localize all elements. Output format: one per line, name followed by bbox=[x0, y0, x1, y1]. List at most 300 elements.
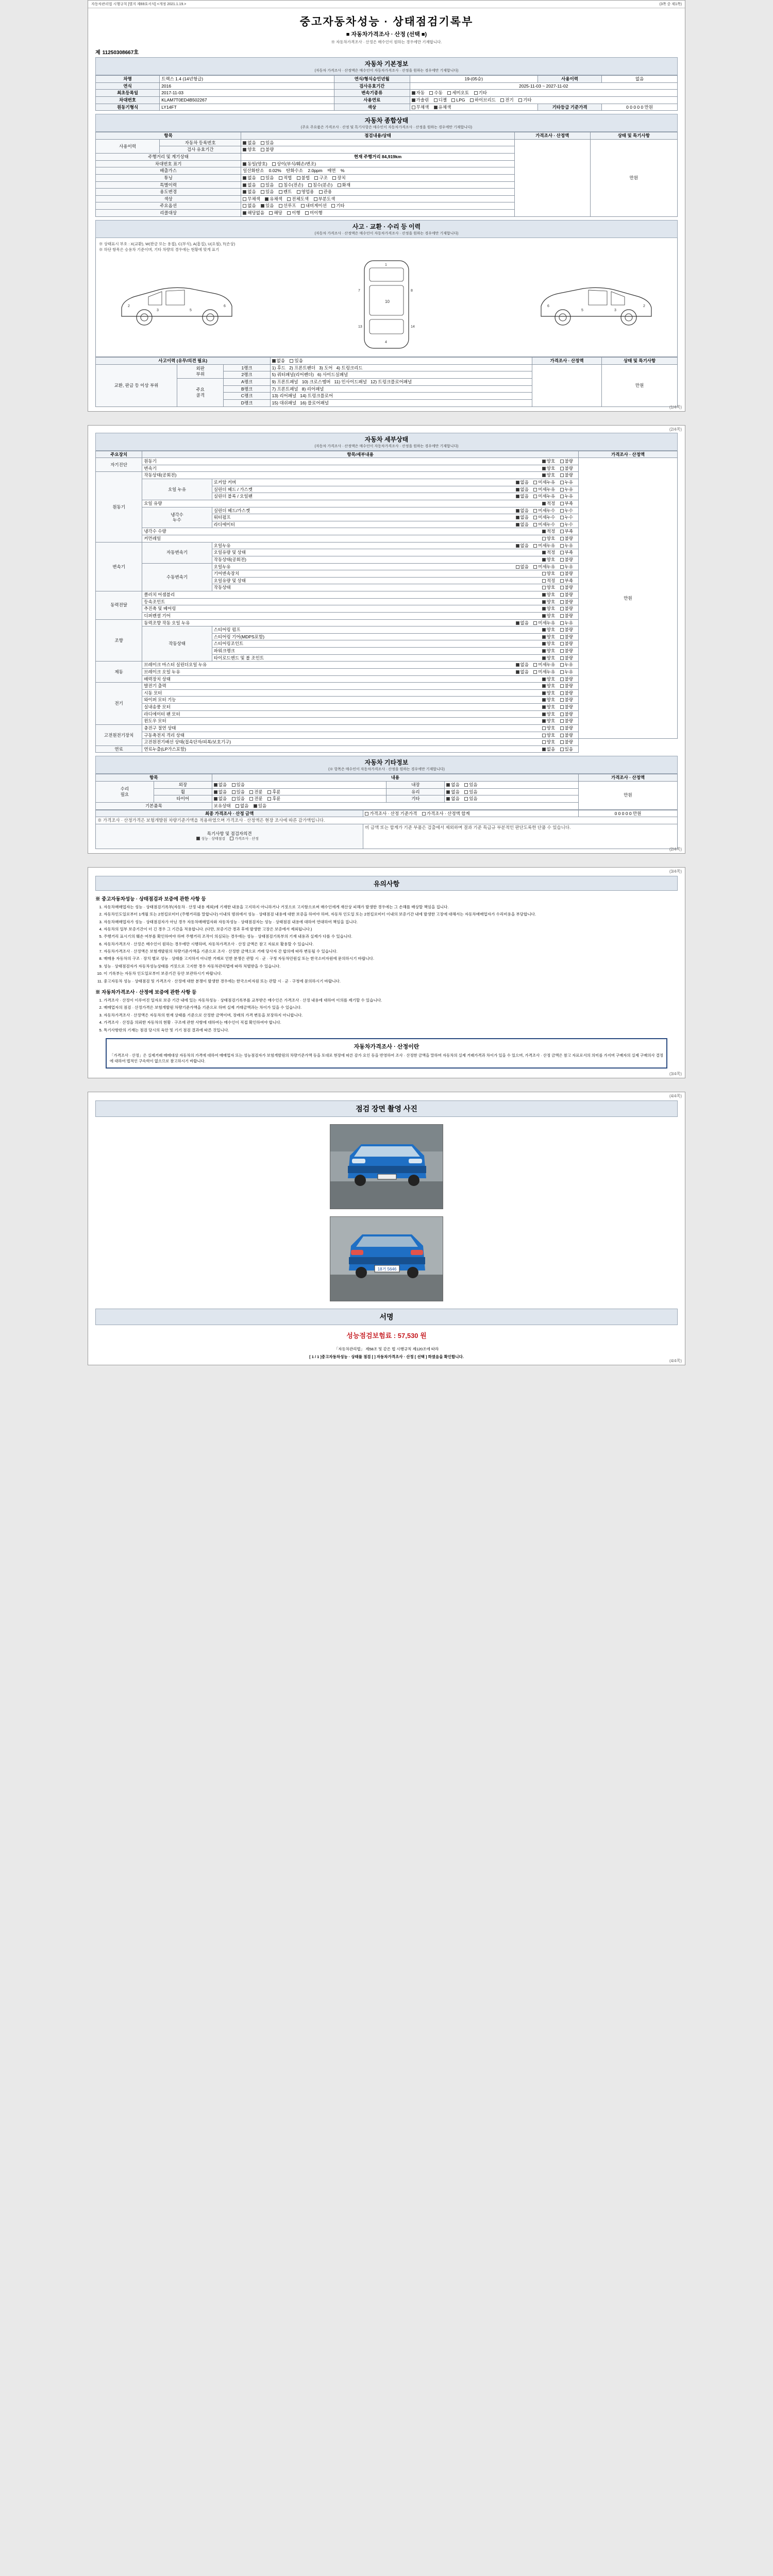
checkbox-fuel-etc[interactable]: 기타 bbox=[518, 97, 531, 103]
photo-front-svg bbox=[330, 1125, 443, 1209]
checkbox-cv-bad[interactable]: 불량 bbox=[560, 599, 573, 605]
checkbox-base-price[interactable] bbox=[365, 811, 417, 817]
checkbox-fan-bad[interactable]: 불량 bbox=[560, 711, 573, 717]
checkbox-accident-none[interactable]: 없음 bbox=[272, 358, 285, 364]
label-carname: 차명 bbox=[96, 76, 160, 83]
row-steering-gear bbox=[212, 633, 578, 640]
page-subtitle: ■ 자동차가격조사 · 산정 (선택 ■) bbox=[346, 31, 427, 38]
checkbox-boil-minor[interactable]: 미세누유 bbox=[533, 669, 555, 675]
checkbox-tuning-none[interactable]: 없음 bbox=[243, 175, 256, 181]
checkbox-block-minor[interactable]: 미세누유 bbox=[533, 494, 555, 499]
row-value-emission bbox=[241, 167, 515, 175]
row-mt-gear bbox=[212, 570, 578, 578]
accident-diagram-area bbox=[95, 238, 678, 358]
checkbox-mtop-good[interactable]: 양호 bbox=[542, 585, 555, 590]
checkbox-alt-bad[interactable]: 불량 bbox=[560, 683, 573, 689]
notices-title: 유의사항 bbox=[95, 876, 678, 891]
checkbox-wiper-bad[interactable]: 불량 bbox=[560, 697, 573, 703]
car-right-side-svg bbox=[532, 276, 661, 333]
row-engine-idle bbox=[142, 472, 579, 479]
label-price-survey: 가격조사 · 산정 bbox=[234, 837, 259, 841]
checkbox-charge-bad[interactable]: 불량 bbox=[560, 725, 573, 731]
value-accident-history bbox=[270, 358, 532, 365]
label-model-year-type: 연식/형식승인년월 bbox=[334, 76, 410, 83]
label-first-registration: 최초등록일 bbox=[96, 90, 160, 97]
page-3 bbox=[88, 867, 685, 1078]
checkbox-charge-good[interactable]: 양호 bbox=[542, 725, 555, 731]
row-tierod bbox=[212, 654, 578, 662]
checkbox-trans-diag-bad[interactable]: 불량 bbox=[560, 466, 573, 471]
checkbox-full-paint[interactable]: 전체도색 bbox=[287, 196, 309, 202]
detail-state-table bbox=[95, 451, 678, 753]
row-label-recall: 리콜대상 bbox=[96, 210, 241, 217]
declaration-box bbox=[106, 1038, 667, 1069]
checkbox-hvwire-good[interactable]: 양호 bbox=[542, 739, 555, 745]
checkbox-usechange-yes[interactable]: 있음 bbox=[261, 189, 274, 195]
checkbox-head-minor[interactable]: 미세누유 bbox=[533, 487, 555, 493]
label-cyl-block: 실린더 블록 / 오일팬 bbox=[213, 494, 253, 499]
row-radiator-fan bbox=[142, 710, 579, 718]
checkbox-glass-none[interactable]: 없음 bbox=[446, 789, 459, 795]
checkbox-vin-diff[interactable]: 상이(부식/훼손/변조) bbox=[272, 161, 316, 167]
checkbox-color2-achromatic[interactable]: 무채색 bbox=[243, 196, 260, 202]
checkbox-sjoint-good[interactable]: 양호 bbox=[542, 641, 555, 647]
notices-heading-2: ※ 자동차가격조사 · 산정에 보증에 관한 사항 등 bbox=[95, 990, 197, 996]
checkbox-basic-yes[interactable]: 있음 bbox=[254, 803, 266, 809]
emission-hc-value: 2.0ppm bbox=[308, 168, 323, 174]
special-remarks-text: 비 금액 또는 합계가 기준 부품은 검출에서 제외하며 결과 기준 특급규 부분적인 판단도록한 단품 수 있습니다. bbox=[363, 824, 678, 849]
checkbox-blower-good[interactable]: 양호 bbox=[542, 704, 555, 710]
checkbox-hvbat-bad[interactable]: 불량 bbox=[560, 733, 573, 738]
checkbox-int-none[interactable]: 없음 bbox=[446, 782, 459, 788]
checkbox-prop-bad[interactable]: 불량 bbox=[560, 606, 573, 612]
rank-d: D랭크 bbox=[224, 399, 270, 406]
label-engine-idle: 작동상태(공회전) bbox=[144, 472, 177, 478]
row-label-special-history: 특별이력 bbox=[96, 181, 241, 189]
checkbox-tuning-legal[interactable]: 적법 bbox=[279, 175, 292, 181]
checkbox-rent[interactable]: 렌트 bbox=[279, 189, 292, 195]
form-reference: 자동차관리법 시행규칙 [별지 제69호서식] <개정 2021.1.19.> bbox=[91, 3, 187, 6]
label-coolant-level: 냉각수 수량 bbox=[144, 529, 166, 534]
checkbox-oil-low[interactable]: 부족 bbox=[560, 501, 573, 506]
checkbox-chead-minor[interactable]: 미세누수 bbox=[533, 508, 555, 514]
checkbox-window-good[interactable]: 양호 bbox=[542, 718, 555, 724]
checkbox-mtlevel-ok[interactable]: 적정 bbox=[542, 578, 555, 584]
group-engine: 원동기 bbox=[96, 472, 142, 542]
row-value-tuning bbox=[241, 174, 515, 181]
value-engine-type: LY14FT bbox=[160, 104, 334, 111]
label-trans-diag: 변속기 bbox=[144, 465, 157, 471]
checkbox-alt-good[interactable]: 양호 bbox=[542, 683, 555, 689]
checkbox-inspection-good[interactable]: 양호 bbox=[243, 147, 256, 152]
checkbox-prop-good[interactable]: 양호 bbox=[542, 606, 555, 612]
checkbox-block-leak[interactable]: 누유 bbox=[560, 494, 573, 499]
label-propshaft: 추진축 및 베어링 bbox=[144, 606, 176, 612]
checkbox-special-none[interactable]: 없음 bbox=[243, 182, 256, 188]
section-etc-title: 자동차 기타정보 bbox=[364, 759, 409, 767]
label-base-price-check: 가격조사 · 산정 기준가격 bbox=[369, 810, 417, 816]
checkbox-starter-bad[interactable]: 불량 bbox=[560, 690, 573, 696]
checkbox-ps-none[interactable]: 없음 bbox=[516, 620, 529, 626]
svg-text:4: 4 bbox=[385, 341, 387, 345]
checkbox-fuel-ev[interactable]: 전기 bbox=[500, 97, 513, 103]
label-booster: 배력장치 상태 bbox=[144, 676, 171, 682]
checkbox-special-yes[interactable]: 있음 bbox=[261, 182, 274, 188]
fee-label: 성능점검보험료 : bbox=[346, 1331, 396, 1340]
checkbox-blower-bad[interactable]: 불량 bbox=[560, 704, 573, 710]
value-exterior bbox=[212, 782, 386, 789]
checkbox-oil-ok[interactable]: 적정 bbox=[542, 501, 555, 506]
checkbox-tuning-yes[interactable]: 있음 bbox=[261, 175, 274, 181]
checkbox-fuelleak-yes[interactable]: 있음 bbox=[560, 747, 573, 752]
accident-summary-table bbox=[95, 357, 678, 406]
checkbox-transmission-cvt[interactable]: 세미오토 bbox=[447, 90, 469, 96]
checkbox-color-achromatic[interactable]: 무채색 bbox=[412, 105, 429, 110]
checkbox-booster-good[interactable]: 양호 bbox=[542, 676, 555, 682]
group-electric: 전기 bbox=[96, 683, 142, 725]
checkbox-official[interactable]: 관용 bbox=[319, 189, 332, 195]
checkbox-block-none[interactable]: 없음 bbox=[516, 494, 529, 499]
checkbox-etc2-yes[interactable]: 있음 bbox=[464, 796, 477, 802]
price-column-detail bbox=[579, 458, 678, 739]
checkbox-chead-none[interactable]: 없음 bbox=[516, 508, 529, 514]
checkbox-navigation[interactable]: 내비게이션 bbox=[301, 203, 327, 209]
checkbox-hvbat-good[interactable]: 양호 bbox=[542, 733, 555, 738]
checkbox-at-minor[interactable]: 미세누유 bbox=[533, 543, 555, 549]
checkbox-accident-yes[interactable]: 있음 bbox=[290, 358, 303, 364]
section-etc-header bbox=[95, 756, 678, 774]
checkbox-price-survey[interactable] bbox=[230, 837, 259, 842]
checkbox-partial-paint[interactable]: 부분도색 bbox=[314, 196, 335, 202]
group-hv-electric: 고전원전기장치 bbox=[96, 724, 142, 745]
checkbox-bmaster-none[interactable]: 없음 bbox=[516, 662, 529, 668]
photo-gallery bbox=[95, 1117, 678, 1309]
checkbox-wheel-rr[interactable]: 후륜 bbox=[267, 789, 280, 795]
checkbox-sgear-good[interactable]: 양호 bbox=[542, 634, 555, 640]
checkbox-idle-bad[interactable]: 불량 bbox=[560, 472, 573, 478]
checkbox-option-yes[interactable]: 있음 bbox=[261, 203, 274, 209]
checkbox-sjoint-bad[interactable]: 불량 bbox=[560, 641, 573, 647]
checkbox-chead-leak[interactable]: 누수 bbox=[560, 508, 573, 514]
checkbox-option-etc[interactable]: 기타 bbox=[331, 203, 344, 209]
row-power-crank bbox=[212, 648, 578, 655]
list-item: 5. 주행거리 표시기의 훼손 여부를 확인하여야 하며 주행거리 조작이 의심되는 경우에는 성능 · 상태점검기록부의 기재 내용과 실제가 다를 수 있습니다. bbox=[104, 934, 678, 939]
checkbox-window-bad[interactable]: 불량 bbox=[560, 718, 573, 724]
label-base-price: 기타등급 기준가격 bbox=[538, 104, 602, 111]
row-cyl-block bbox=[212, 493, 578, 500]
checkbox-sunroof[interactable]: 선루프 bbox=[279, 203, 296, 209]
total-checks bbox=[363, 810, 579, 817]
list-item: 5. 특기사항란의 기재는 점검 당시의 육안 및 기기 점검 결과에 따른 것입니다. bbox=[104, 1027, 678, 1033]
row-value-vin-mark bbox=[241, 160, 515, 167]
row-label-color: 색상 bbox=[96, 195, 241, 202]
checkbox-cv-good[interactable]: 양호 bbox=[542, 599, 555, 605]
checkbox-basic-none[interactable]: 없음 bbox=[236, 803, 248, 809]
checkbox-pump-minor[interactable]: 미세누수 bbox=[533, 515, 555, 520]
checkbox-fuel-hybrid[interactable]: 하이브리드 bbox=[470, 97, 496, 103]
checkbox-fuel-lpg[interactable]: LPG bbox=[451, 97, 465, 103]
checkbox-tire-rr[interactable]: 후륜 bbox=[267, 796, 280, 802]
declaration-text: 「가격조사 · 산정」은 실제거래 매매대상 자동차의 가격에 대하여 매매업자 또는 성능점검자가 보험개발원의 차량기준가액 등을 토대로 현장에 따른 감가 요인 등을 반영하여 조사 · 산정한 금액을 말하며 자동차의 실제 거래가격과 차이가 있을 수 있으며, 가격조사 · 산정 금액은 참고 자료로서의 의미를 가지며 구매자의 실제 구매의사 결정에 대하여 법적인 구속력이 없으므로 참고하시기 바랍니다. bbox=[110, 1053, 663, 1064]
checkbox-int-yes[interactable]: 있음 bbox=[464, 782, 477, 788]
checkbox-boil-leak[interactable]: 누유 bbox=[560, 669, 573, 675]
checkbox-diff-bad[interactable]: 불량 bbox=[560, 613, 573, 619]
label-mt-operation: 작동상태 bbox=[213, 585, 231, 590]
checkbox-at-none[interactable]: 없음 bbox=[516, 543, 529, 549]
checkbox-ext-none[interactable]: 없음 bbox=[214, 782, 227, 788]
checkbox-starter-good[interactable]: 양호 bbox=[542, 690, 555, 696]
notices-list-2 bbox=[104, 997, 678, 1033]
checkbox-mtlevel-low[interactable]: 부족 bbox=[560, 578, 573, 584]
col-etc-item: 항목 bbox=[96, 774, 212, 782]
label-engine-type: 원동기형식 bbox=[96, 104, 160, 111]
checkbox-atop-bad[interactable]: 불량 bbox=[560, 557, 573, 563]
checkbox-diff-good[interactable]: 양호 bbox=[542, 613, 555, 619]
list-item: 11. 중고자동차 성능 · 상태점검 및 가격조사 · 산정에 대한 분쟁이 발생한 경우에는 한국소비자원 또는 관할 시 · 군 · 구청에 문의하시기 바랍니다. bbox=[104, 978, 678, 984]
checkbox-fan-good[interactable]: 양호 bbox=[542, 711, 555, 717]
checkbox-ext-yes[interactable]: 있음 bbox=[232, 782, 245, 788]
checkbox-ps-minor[interactable]: 미세누유 bbox=[533, 620, 555, 626]
row-value-inspection bbox=[241, 146, 515, 154]
col-etc-price: 가격조사 · 산정액 bbox=[579, 774, 678, 782]
checkbox-bmaster-leak[interactable]: 누유 bbox=[560, 662, 573, 668]
checkbox-glass-yes[interactable]: 있음 bbox=[464, 789, 477, 795]
car-right-side-diagram bbox=[532, 276, 661, 333]
checkbox-rocker-leak[interactable]: 누유 bbox=[560, 480, 573, 485]
checkbox-spump-good[interactable]: 양호 bbox=[542, 627, 555, 633]
rank-c-items: 13) 리어패널 14) 트렁크플로어 bbox=[270, 393, 532, 400]
notices-list-1 bbox=[104, 904, 678, 984]
photo-rear-svg bbox=[330, 1217, 443, 1301]
checkbox-wheel-fl[interactable]: 전륜 bbox=[249, 789, 262, 795]
svg-text:13: 13 bbox=[358, 325, 362, 329]
row-label-tuning: 튜닝 bbox=[96, 174, 241, 181]
checkbox-tuning-device[interactable]: 장치 bbox=[332, 175, 345, 181]
rank-d-items: 15) 대쉬패널 16) 플로어패널 bbox=[270, 399, 532, 406]
row-common-rail bbox=[142, 535, 579, 543]
value-inspection-period: 2025-11-03 ~ 2027-11-02 bbox=[410, 82, 677, 90]
checkbox-mtgear-good[interactable]: 양호 bbox=[542, 571, 555, 577]
checkbox-coolant-low[interactable]: 부족 bbox=[560, 529, 573, 534]
car-diagrams bbox=[99, 252, 674, 353]
list-item: 9. 성능 · 상태점검자가 자동차성능상태를 거짓으로 고지한 경우 자동차관리법에 따라 처벌받을 수 있습니다. bbox=[104, 963, 678, 969]
checkbox-boil-none[interactable]: 없음 bbox=[516, 669, 529, 675]
col-etc-content: 내용 bbox=[212, 774, 578, 782]
checkbox-color-chromatic[interactable]: 유채색 bbox=[434, 105, 451, 110]
checkbox-rad-none[interactable]: 없음 bbox=[516, 522, 529, 528]
col-main-device: 주요장치 bbox=[96, 451, 142, 458]
rank-1-items: 1) 후드 2) 프론트팬더 3) 도어 4) 트렁크리드 bbox=[270, 364, 532, 371]
checkbox-tuning-illegal[interactable]: 불법 bbox=[297, 175, 310, 181]
row-starter bbox=[142, 689, 579, 697]
checkbox-rail-good[interactable]: 양호 bbox=[542, 536, 555, 541]
checkbox-recall-yes[interactable]: 해당 bbox=[269, 210, 282, 216]
checkbox-perf-state[interactable] bbox=[196, 837, 225, 842]
checkbox-atlevel-ok[interactable]: 적정 bbox=[542, 550, 555, 555]
checkbox-bmaster-minor[interactable]: 미세누유 bbox=[533, 662, 555, 668]
label-ps-leak: 동력조향 작동 오일 누유 bbox=[144, 620, 190, 625]
checkbox-recall-na[interactable]: 해당없음 bbox=[243, 210, 264, 216]
group-self-diagnosis: 자기진단 bbox=[96, 458, 142, 472]
section-overall-title: 자동차 종합상태 bbox=[364, 117, 409, 125]
checkbox-sgear-bad[interactable]: 불량 bbox=[560, 634, 573, 640]
list-item: 6. 자동차가격조사 · 산정은 매수인이 원하는 경우에만 시행하며, 자동차가격조사 · 산정 금액은 참고 자료로 활용할 수 있습니다. bbox=[104, 941, 678, 947]
checkbox-booster-bad[interactable]: 불량 bbox=[560, 676, 573, 682]
row-clutch bbox=[142, 591, 579, 599]
checkbox-pump-leak[interactable]: 누수 bbox=[560, 515, 573, 520]
checkbox-wheel-yes[interactable]: 있음 bbox=[232, 789, 245, 795]
checkbox-hvwire-bad[interactable]: 불량 bbox=[560, 739, 573, 745]
checkbox-spump-bad[interactable]: 불량 bbox=[560, 627, 573, 633]
col-price-accident: 가격조사 · 산정액 bbox=[532, 358, 601, 365]
checkbox-tire-yes[interactable]: 있음 bbox=[232, 796, 245, 802]
checkbox-fire[interactable]: 화재 bbox=[338, 182, 350, 188]
overall-state-table bbox=[95, 132, 678, 217]
section-accident-header bbox=[95, 220, 678, 238]
table-row bbox=[96, 90, 678, 97]
checkbox-tierod-good[interactable]: 양호 bbox=[542, 655, 555, 661]
page-1 bbox=[88, 0, 685, 412]
checkbox-rad-leak[interactable]: 누수 bbox=[560, 522, 573, 528]
rank-c: C랭크 bbox=[224, 393, 270, 400]
checkbox-usechange-none[interactable]: 없음 bbox=[243, 189, 256, 195]
checkbox-mt-none[interactable]: 없음 bbox=[516, 564, 529, 570]
checkbox-pcrank-bad[interactable]: 불량 bbox=[560, 648, 573, 654]
col-item-detail: 항목/세부내용 bbox=[142, 451, 579, 458]
checkbox-atlevel-low[interactable]: 부족 bbox=[560, 550, 573, 555]
row-label-emission: 배출가스 bbox=[96, 167, 241, 175]
section-overall-note: (주요 주요품은 가격조사 · 산정 및 특기사항은 매수인이 자동차가격조사 · 산정을 원하는 경우에만 기재합니다) bbox=[300, 126, 473, 130]
checkbox-fuel-gasoline[interactable]: 가솔린 bbox=[412, 97, 429, 103]
emission-co-value: 0.02% bbox=[268, 168, 281, 174]
checkbox-transmission-auto[interactable]: 자동 bbox=[412, 90, 425, 96]
section-basic-info-header bbox=[95, 57, 678, 75]
checkbox-sum-price[interactable] bbox=[422, 811, 470, 817]
checkbox-rocker-none[interactable]: 없음 bbox=[516, 480, 529, 485]
checkbox-wheel-none[interactable]: 없음 bbox=[214, 789, 227, 795]
label-inspection-period: 검사유효기간 bbox=[334, 82, 410, 90]
checkbox-engine-diag-good[interactable]: 양호 bbox=[542, 459, 555, 464]
row-steering-joint bbox=[212, 640, 578, 648]
label-usage-history: 사용이력 bbox=[538, 76, 602, 83]
checkbox-atop-good[interactable]: 양호 bbox=[542, 557, 555, 563]
checkbox-usage-none[interactable]: 없음 bbox=[243, 140, 256, 146]
checkbox-recall-notdone[interactable]: 미이행 bbox=[305, 210, 323, 216]
checkbox-rail-bad[interactable]: 불량 bbox=[560, 536, 573, 541]
checkbox-wiper-good[interactable]: 양호 bbox=[542, 697, 555, 703]
label-coolant-head: 실린더 헤드/가스켓 bbox=[213, 507, 250, 513]
total-price-table bbox=[95, 810, 678, 849]
checkbox-ps-leak[interactable]: 누유 bbox=[560, 620, 573, 626]
checkbox-tuning-structure[interactable]: 구조 bbox=[314, 175, 327, 181]
checkbox-tierod-bad[interactable]: 불량 bbox=[560, 655, 573, 661]
label-at-operation: 작동상태(공회전) bbox=[213, 556, 246, 562]
svg-text:6: 6 bbox=[547, 304, 549, 309]
row-value-mileage: 현재 주행거리 84,919km bbox=[241, 154, 515, 161]
table-row bbox=[96, 76, 678, 83]
checkbox-etc2-none[interactable]: 없음 bbox=[446, 796, 459, 802]
label-mt-level: 오일유량 및 상태 bbox=[213, 578, 246, 583]
checkbox-trans-diag-good[interactable]: 양호 bbox=[542, 466, 555, 471]
checkbox-head-none[interactable]: 없음 bbox=[516, 487, 529, 493]
car-top-svg bbox=[338, 256, 435, 353]
checkbox-inspection-bad[interactable]: 불량 bbox=[261, 147, 274, 152]
page-3-footer-mark: (3/4쪽) bbox=[669, 1071, 682, 1076]
rank-1: 1랭크 bbox=[224, 364, 270, 371]
checkbox-idle-good[interactable]: 양호 bbox=[542, 472, 555, 478]
checkbox-mtop-bad[interactable]: 불량 bbox=[560, 585, 573, 590]
label-brake-oil: 브레이크 오일 누유 bbox=[144, 669, 180, 674]
label-accident-history: 사고이력 (유무/의견 필요) bbox=[96, 358, 271, 365]
list-item: 3. 자동차가격조사 · 산정액은 자동차의 현재 상태를 기준으로 산정한 금액이며, 장래의 가격 변동을 보장하지 아니합니다. bbox=[104, 1012, 678, 1018]
checkbox-coolant-ok[interactable]: 적정 bbox=[542, 529, 555, 534]
col-price-detail: 가격조사 · 산정액 bbox=[579, 451, 678, 458]
table-row bbox=[96, 458, 678, 465]
checkbox-head-leak[interactable]: 누유 bbox=[560, 487, 573, 493]
checkbox-transmission-etc[interactable]: 기타 bbox=[474, 90, 487, 96]
checkbox-flood-total[interactable]: 침수(전손) bbox=[279, 182, 304, 188]
checkbox-mt-minor[interactable]: 미세누유 bbox=[533, 564, 555, 570]
value-year: 2016 bbox=[160, 82, 334, 90]
emission-co: 일산화탄소 bbox=[243, 168, 264, 174]
checkbox-clutch-bad[interactable]: 불량 bbox=[560, 592, 573, 598]
value-glass bbox=[445, 788, 579, 795]
checkbox-recall-done[interactable]: 이행 bbox=[287, 210, 300, 216]
row-coolant-level bbox=[142, 528, 579, 535]
page-2-mark: (2/4쪽) bbox=[669, 427, 682, 432]
col-item: 항목 bbox=[96, 132, 241, 140]
row-hv-wiring bbox=[142, 739, 579, 746]
checkbox-tire-fl[interactable]: 전륜 bbox=[249, 796, 262, 802]
label-color: 색상 bbox=[334, 104, 410, 111]
page-3-mark: (3/4쪽) bbox=[669, 869, 682, 874]
subgroup-steering-parts: 작동상태 bbox=[142, 626, 212, 662]
group-steering: 조향 bbox=[96, 619, 142, 662]
checkbox-flood-partial[interactable]: 침수(분손) bbox=[308, 182, 333, 188]
checkbox-usage-yes[interactable]: 있음 bbox=[261, 140, 274, 146]
notices-heading-1: ※ 중고자동차성능 · 상태점검과 보증에 관한 사항 등 bbox=[95, 896, 206, 902]
checkbox-business[interactable]: 영업용 bbox=[297, 189, 314, 195]
license-plate-text: 18거 5646 bbox=[377, 1266, 397, 1272]
special-remarks-title: 특기사항 및 점검자의견 bbox=[207, 831, 252, 837]
row-value-options bbox=[241, 202, 515, 210]
list-item: 2. 매매업자의 점검 · 산정가격은 보험개발원 차량기준가액을 기준으로 하며 실제 거래금액과는 차이가 있을 수 있습니다. bbox=[104, 1005, 678, 1010]
checkbox-rad-minor[interactable]: 미세누수 bbox=[533, 522, 555, 528]
checkbox-rocker-minor[interactable]: 미세누유 bbox=[533, 480, 555, 485]
checkbox-transmission-manual[interactable]: 수동 bbox=[429, 90, 442, 96]
diagram-legend-2: ※ 하단 항목은 승용차 기준이며, 기타 차량의 경우에는 현황에 맞게 표기 bbox=[99, 247, 220, 252]
checkbox-color2-chromatic[interactable]: 유채색 bbox=[265, 196, 282, 202]
checkbox-pump-none[interactable]: 없음 bbox=[516, 515, 529, 520]
group-fuel: 연료 bbox=[96, 745, 142, 753]
value-interior bbox=[445, 782, 579, 789]
checkbox-mtgear-bad[interactable]: 불량 bbox=[560, 571, 573, 577]
checkbox-fuelleak-none[interactable]: 없음 bbox=[542, 747, 555, 752]
checkbox-option-none[interactable]: 없음 bbox=[243, 203, 256, 209]
checkbox-vin-same[interactable]: 동일(양호) bbox=[243, 161, 267, 167]
table-row bbox=[96, 96, 678, 104]
checkbox-fuel-diesel[interactable]: 디젤 bbox=[434, 97, 447, 103]
checkbox-at-leak[interactable]: 누유 bbox=[560, 543, 573, 549]
checkbox-clutch-good[interactable]: 양호 bbox=[542, 592, 555, 598]
label-water-pump: 워터펌프 bbox=[213, 515, 231, 520]
checkbox-mt-leak[interactable]: 누유 bbox=[560, 564, 573, 570]
checkbox-pcrank-good[interactable]: 양호 bbox=[542, 648, 555, 654]
checkbox-tire-none[interactable]: 없음 bbox=[214, 796, 227, 802]
row-value-reg-number bbox=[241, 139, 515, 146]
group-powertrain: 동력전달 bbox=[96, 591, 142, 620]
checkbox-engine-diag-bad[interactable]: 불량 bbox=[560, 459, 573, 464]
